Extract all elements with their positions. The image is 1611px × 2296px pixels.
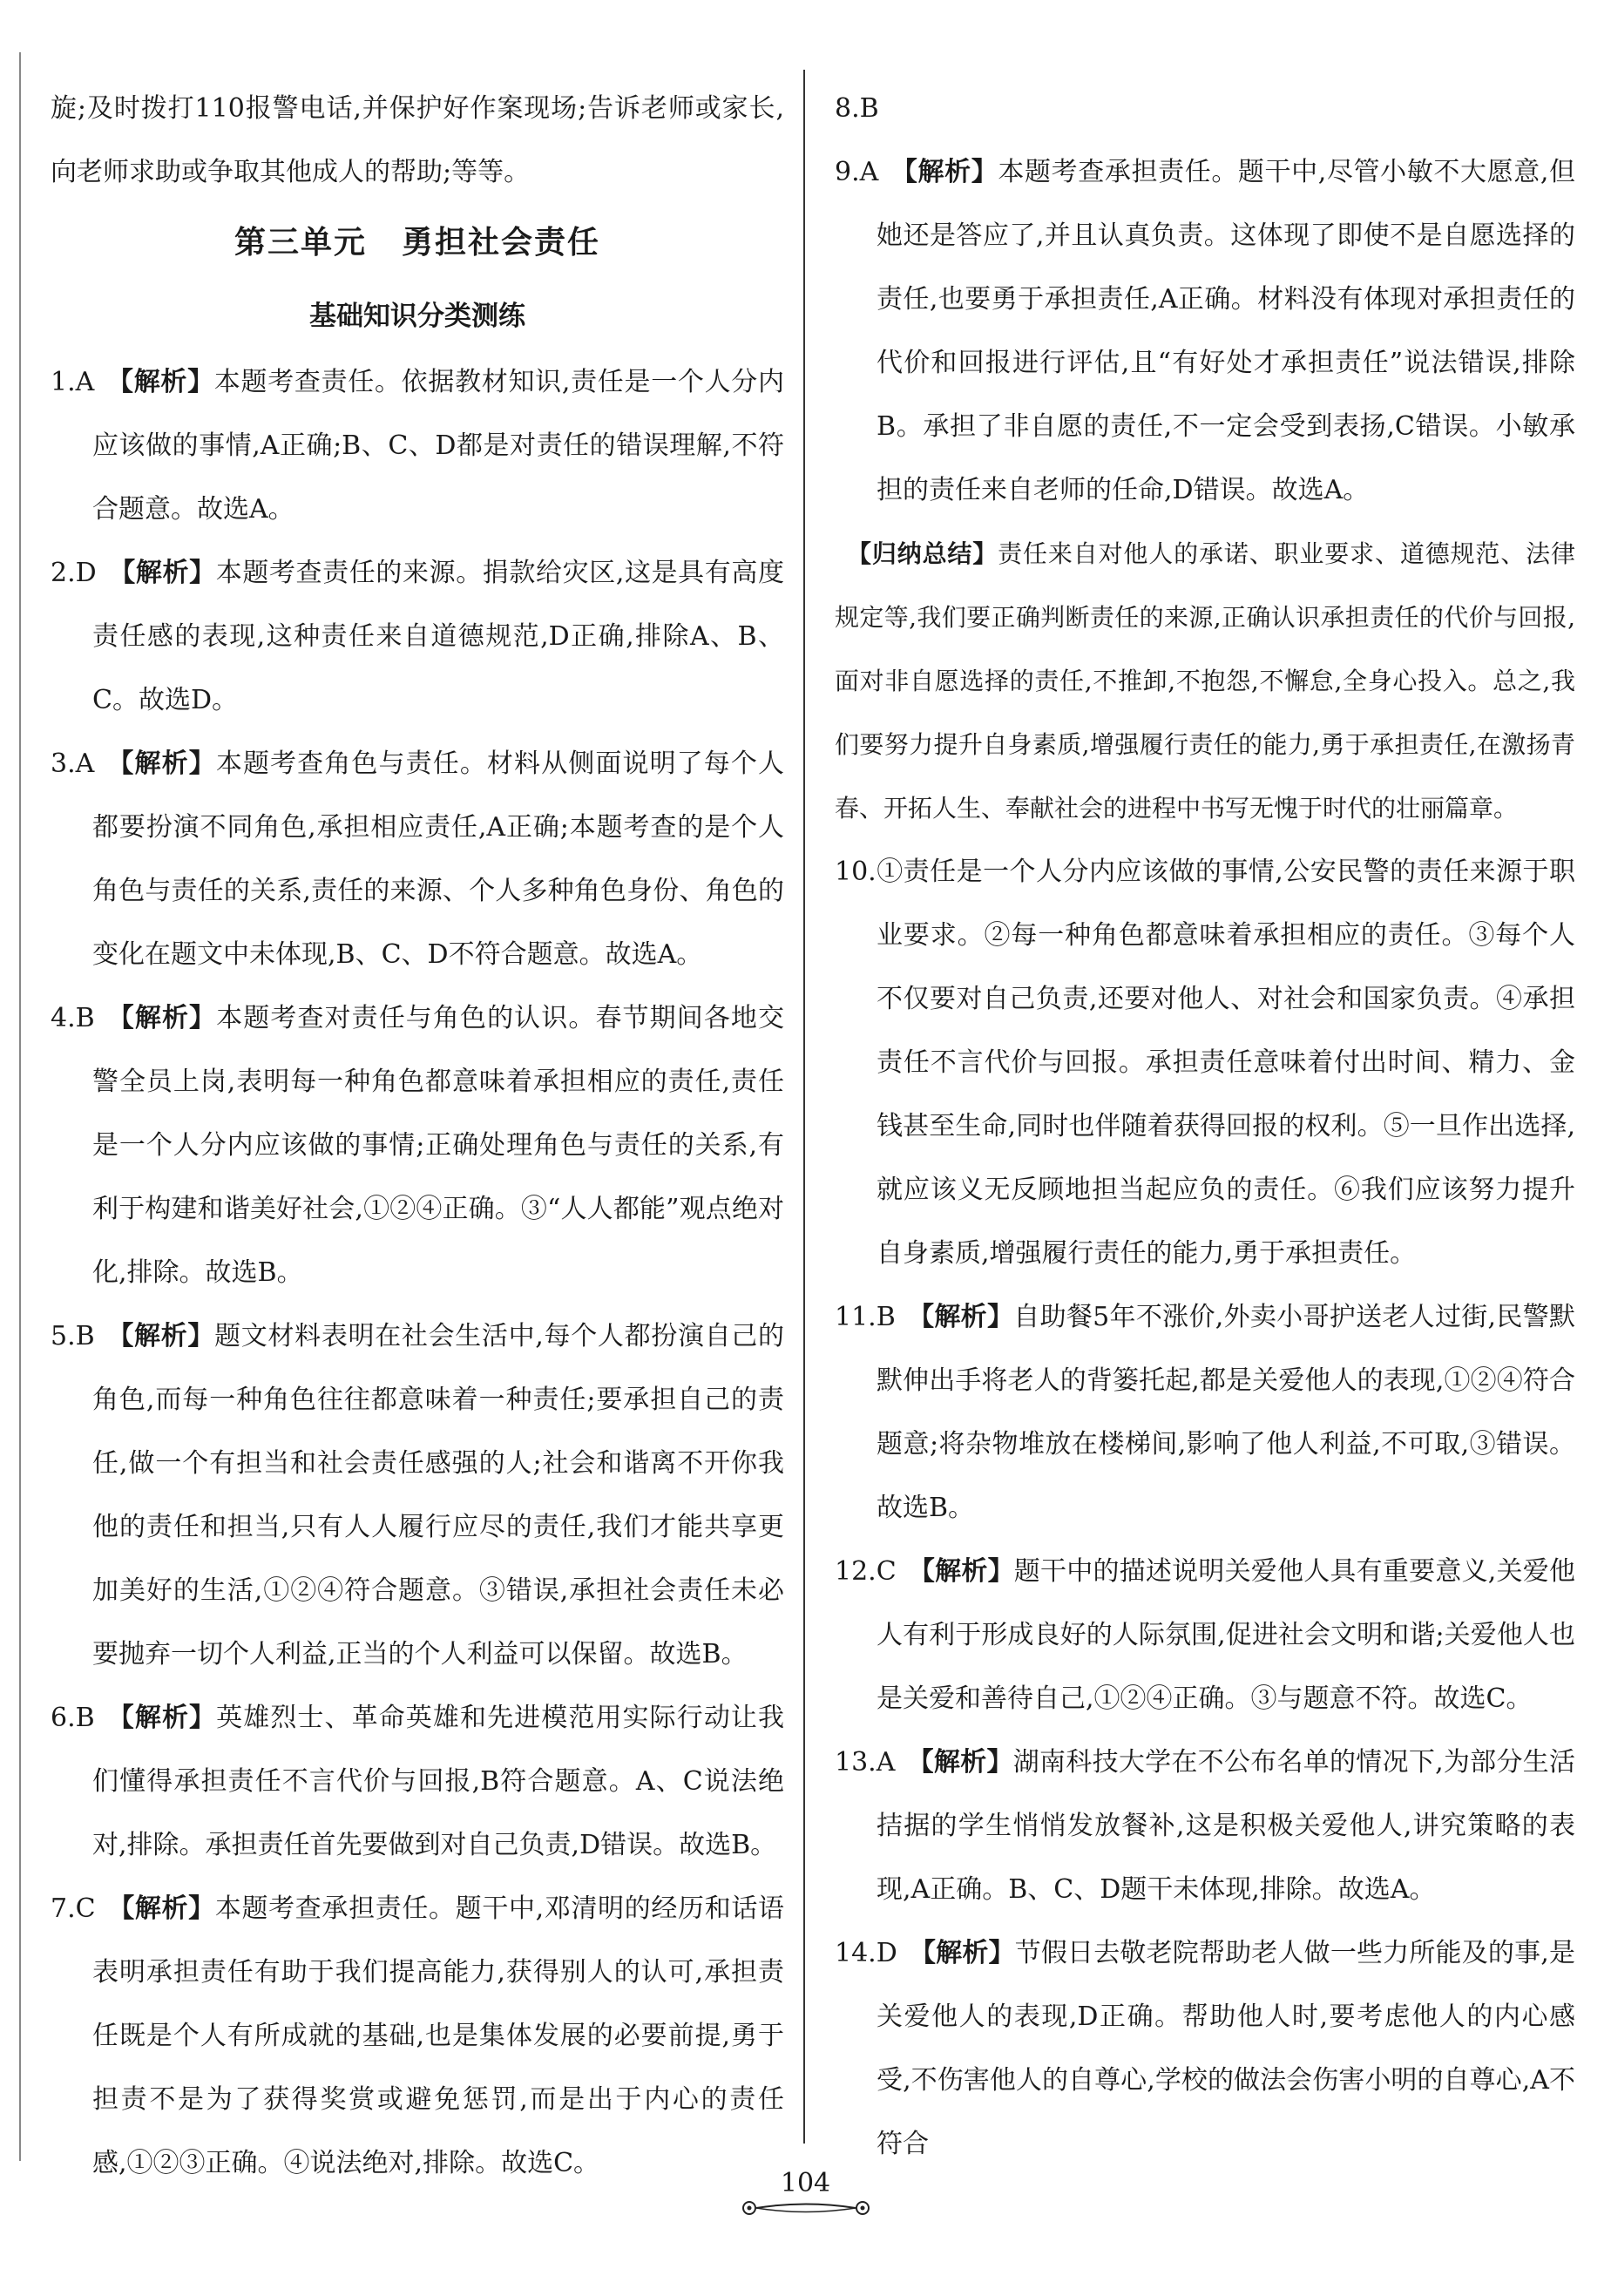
analysis-tag: 【解析】 [108,558,216,588]
answer-text: 本题考查承担责任。题干中,尽管小敏不大愿意,但她还是答应了,并且认真负责。这体现了即使不是自愿选择的责任,也要勇于承担责任,A正确。材料没有体现对承担责任的代价和回报进行评估,且“有好处才承担责任”说法错误,排除B。承担了非自愿的责任,不一定会受到表扬,C错误。小敏承担的责任来自老师的任命,D错误。故选A。 [877,157,1576,505]
column-divider [803,70,805,2144]
answer-number: 13. [835,1747,877,1778]
answer-text: ①责任是一个人分内应该做的事情,公安民警的责任来源于职业要求。②每一种角色都意味着承担相应的责任。③每个人不仅要对自己负责,还要对他人、对社会和国家负责。④承担责任不言代价与回报。承担责任意味着付出时间、精力、金钱甚至生命,同时也伴随着获得回报的权利。⑤一旦作出选择,就应该义无反顾地担当起应负的责任。⑥我们应该努力提升自身素质,增强履行责任的能力,勇于承担责任。 [876,857,1575,1269]
right-column [835,77,1575,2176]
answer-item [51,1686,784,1877]
analysis-tag: 【解析】 [907,1302,1014,1332]
analysis-tag: 【解析】 [908,1556,1014,1587]
unit-number: 第三单元 [234,225,367,261]
analysis-tag: 【解析】 [890,157,998,187]
answer-item [51,1877,784,2195]
summary-tag: 【归纳总结】 [847,539,998,568]
unit-name: 勇担社会责任 [402,225,601,261]
answer-letter: A [75,367,95,397]
answer-letter: D [75,558,97,588]
answer-letter: C [876,1556,897,1587]
analysis-tag: 【解析】 [106,367,214,397]
analysis-tag: 【解析】 [106,748,216,779]
analysis-tag: 【解析】 [106,1003,217,1033]
answer-letter: B [876,1302,896,1332]
answer-item [51,986,784,1304]
answer-item [51,732,784,986]
answer-letter: B [859,93,879,124]
answer-letter: B [75,1321,95,1351]
answer-text: 本题考查对责任与角色的认识。春节期间各地交警全员上岗,表明每一种角色都意味着承担相应的责任,责任是一个人分内应该做的事情;正确处理角色与责任的关系,有利于构建和谐美好社会,①②④正确。③“人人都能”观点绝对化,排除。故选B。 [92,1003,785,1288]
answer-number: 6. [51,1703,76,1733]
answer-letter: A [876,1747,896,1778]
right-answer-list-a [835,77,1575,522]
summary-text: 责任来自对他人的承诺、职业要求、道德规范、法律规定等,我们要正确判断责任的来源,正确认识承担责任的代价与回报,面对非自愿选择的责任,不推卸,不抱怨,不懈怠,全身心投入。总之,我们要努力提升自身素质,增强履行责任的能力,勇于承担责任,在激扬青春、开拓人生、奉献社会的进程中书写无愧于时代的壮丽篇章。 [835,539,1575,823]
answer-text: 本题考查责任。依据教材知识,责任是一个人分内应该做的事情,A正确;B、C、D都是对责任的错误理解,不符合题意。故选A。 [92,367,784,525]
answer-number: 11. [835,1302,877,1332]
answer-number: 4. [51,1003,76,1033]
answer-letter: D [876,1938,897,1968]
answer-text: 本题考查承担责任。题干中,邓清明的经历和话语表明承担责任有助于我们提高能力,获得别人的认可,承担责任既是个人有所成就的基础,也是集体发展的必要前提,勇于担责不是为了获得奖赏或避免惩罚,而是出于内心的责任感,①②③正确。④说法绝对,排除。故选C。 [92,1893,784,2178]
unit-title [51,204,784,282]
answer-text: 本题考查责任的来源。捐款给灾区,这是具有高度责任感的表现,这种责任来自道德规范,D正确,排除A、B、C。故选D。 [92,558,785,715]
answer-item [835,840,1575,1285]
analysis-tag: 【解析】 [907,1747,1013,1778]
answer-letter: B [75,1703,95,1733]
answer-item [51,350,784,541]
answer-number: 2. [51,558,76,588]
answer-letter: B [75,1003,95,1033]
analysis-tag: 【解析】 [909,1938,1015,1968]
page-footer [0,2168,1611,2218]
answer-text: 英雄烈士、革命英雄和先进模范用实际行动让我们懂得承担责任不言代价与回报,B符合题意。A、C说法绝对,排除。承担责任首先要做到对自己负责,D错误。故选B。 [92,1703,785,1860]
right-answer-list-b [835,840,1575,2176]
analysis-tag: 【解析】 [106,1703,217,1733]
answer-number: 5. [51,1321,76,1351]
page-edge-line [19,52,21,2161]
left-answer-list [51,350,784,2195]
answer-text: 题文材料表明在社会生活中,每个人都扮演自己的角色,而每一种角色往往都意味着一种责任;要承担自己的责任,做一个有担当和社会责任感强的人;社会和谐离不开你我他的责任和担当,只有人人履行应尽的责任,我们才能共享更加美好的生活,①②④符合题意。③错误,承担社会责任未必要抛弃一切个人利益,正当的个人利益可以保留。故选B。 [92,1321,784,1670]
answer-text: 湖南科技大学在不公布名单的情况下,为部分生活拮据的学生悄悄发放餐补,这是积极关爱他人,讲究策略的表现,A正确。B、C、D题干未体现,排除。故选A。 [877,1747,1575,1905]
answer-item [835,140,1575,522]
summary-note [835,522,1575,840]
answer-text: 题干中的描述说明关爱他人具有重要意义,关爱他人有利于形成良好的人际氛围,促进社会文明和谐;关爱他人也是关爱和善待自己,①②④正确。③与题意不符。故选C。 [877,1556,1575,1714]
answer-number: 8. [835,93,860,124]
answer-item [51,1304,784,1686]
answer-letter: A [75,748,95,779]
answer-number: 7. [51,1893,76,1924]
answer-text: 自助餐5年不涨价,外卖小哥护送老人过街,民警默默伸出手将老人的背篓托起,都是关爱他人的表现,①②④符合题意;将杂物堆放在楼梯间,影响了他人利益,不可取,③错误。故选B。 [877,1302,1575,1523]
answer-letter: A [859,157,879,187]
answer-item [51,541,784,732]
left-column [51,77,784,2195]
answer-item [835,1921,1575,2176]
answer-number: 14. [835,1938,877,1968]
answer-item [835,1730,1575,1921]
page-number: 104 [780,2168,831,2198]
answer-item [835,1540,1575,1730]
answer-number: 3. [51,748,76,779]
answer-letter: C [75,1893,96,1924]
analysis-tag: 【解析】 [107,1893,215,1924]
answer-text: 节假日去敬老院帮助老人做一些力所能及的事,是关爱他人的表现,D正确。帮助他人时,要考虑他人的内心感受,不伤害他人的自尊心,学校的做法会伤害小明的自尊心,A不符合 [877,1938,1575,2159]
answer-number: 9. [835,157,860,187]
footer-ornament-icon [741,2198,871,2218]
section-title: 基础知识分类测练 [309,301,525,332]
answer-number: 10. [835,857,877,887]
answer-item [835,1285,1575,1540]
answer-item [835,77,1575,140]
answer-number: 1. [51,367,76,397]
intro-paragraph: 旋;及时拨打110报警电话,并保护好作案现场;告诉老师或家长,向老师求助或争取其他成人的帮助;等等。 [51,93,784,187]
analysis-tag: 【解析】 [106,1321,215,1351]
answer-number: 12. [835,1556,877,1587]
answer-text: 本题考查角色与责任。材料从侧面说明了每个人都要扮演不同角色,承担相应责任,A正确;本题考查的是个人角色与责任的关系,责任的来源、个人多种角色身份、角色的变化在题文中未体现,B、C、D不符合题意。故选A。 [92,748,785,970]
